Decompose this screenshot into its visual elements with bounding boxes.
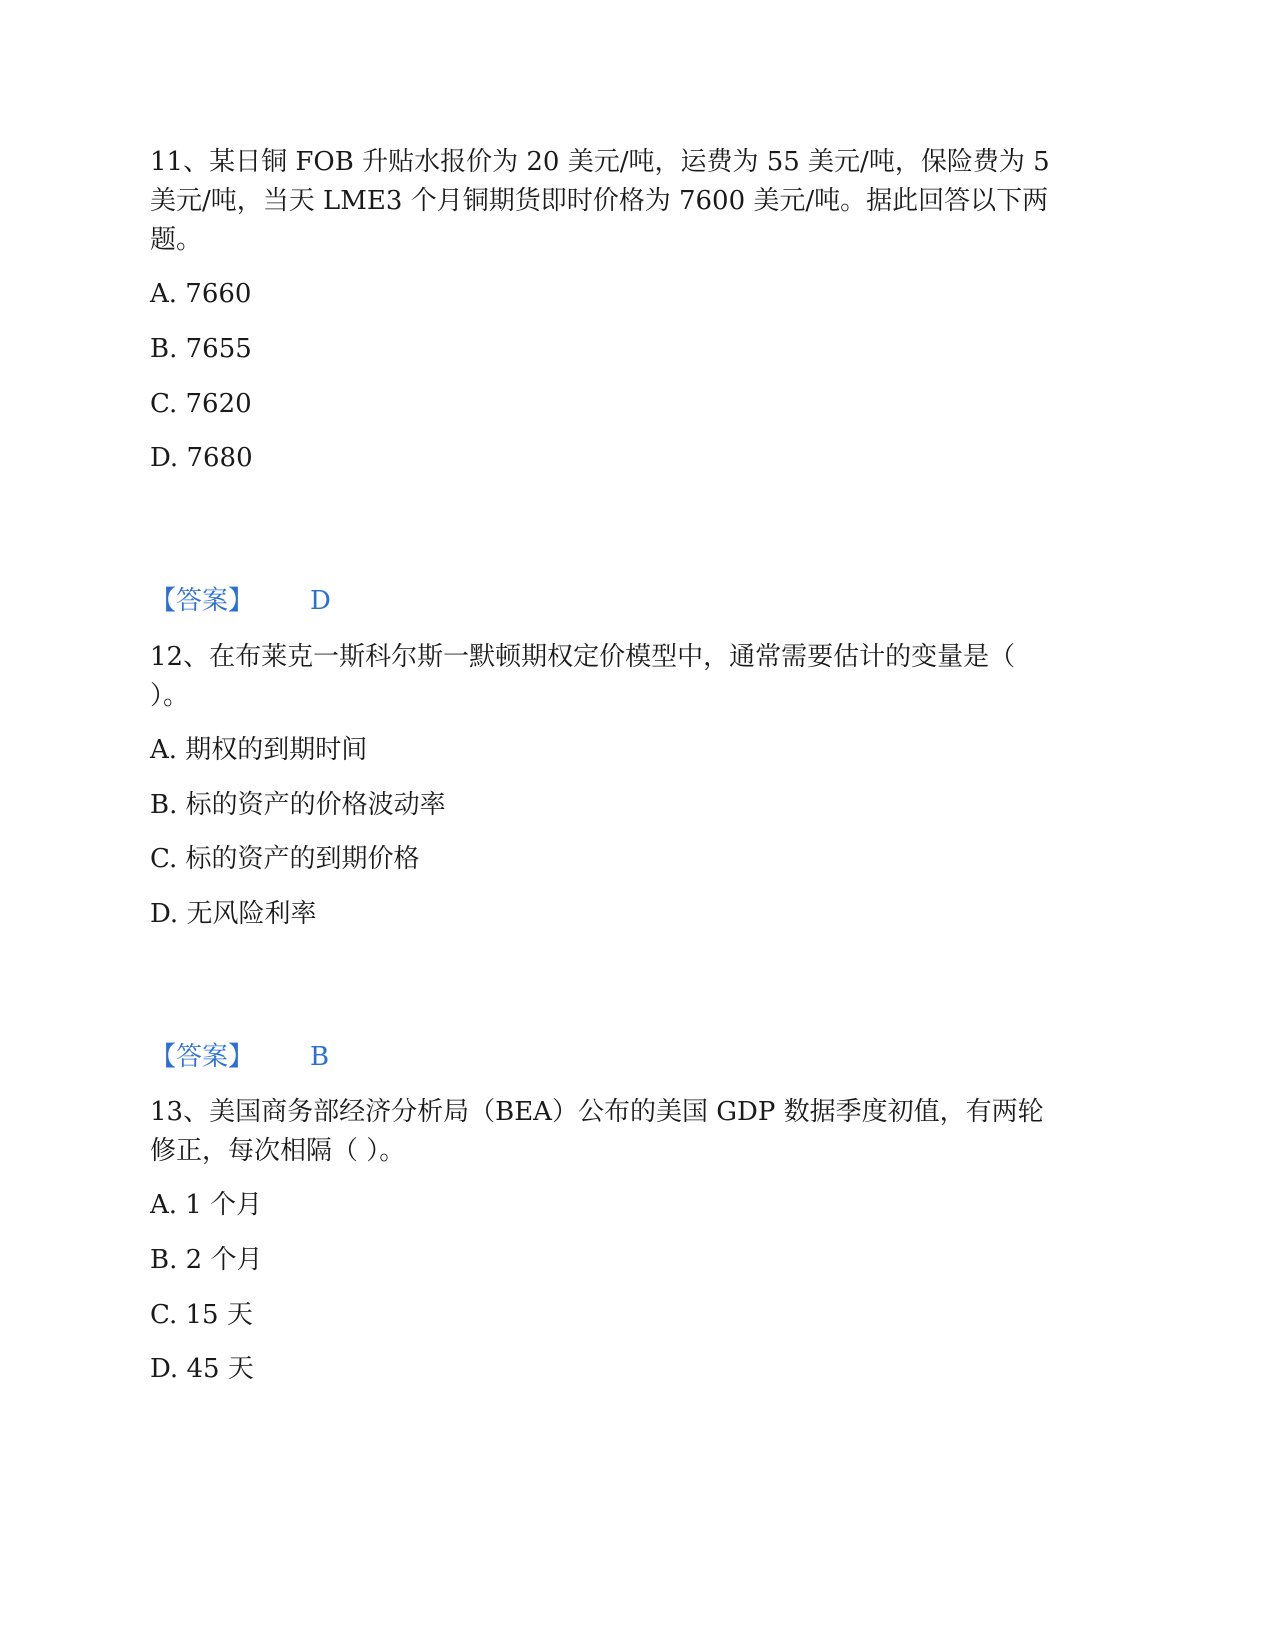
question-12-option-b: B. 标的资产的价格波动率 — [150, 790, 446, 820]
question-13-text-line-2: 修正，每次相隔（ ）。 — [150, 1136, 406, 1166]
question-11-option-c: C. 7620 — [150, 389, 252, 419]
question-12-option-a: A. 期权的到期时间 — [150, 735, 368, 765]
question-13-option-d: D. 45 天 — [150, 1354, 254, 1384]
question-11-option-d: D. 7680 — [150, 443, 253, 473]
question-12-option-c: C. 标的资产的到期价格 — [150, 844, 420, 874]
question-13-option-a: A. 1 个月 — [150, 1190, 263, 1220]
question-12-option-d: D. 无风险利率 — [150, 899, 317, 929]
question-12-answer — [150, 1038, 330, 1077]
question-12-text-line-2: ）。 — [150, 681, 190, 711]
question-13-text-line-1: 13、美国商务部经济分析局（BEA）公布的美国 GDP 数据季度初值，有两轮 — [150, 1097, 1044, 1127]
answer-label: 【答案】 — [150, 586, 255, 616]
question-13-option-c: C. 15 天 — [150, 1300, 253, 1330]
answer-value: B — [310, 1042, 330, 1072]
question-11-text-line-1: 11、某日铜 FOB 升贴水报价为 20 美元/吨，运费为 55 美元/吨，保险费为 5 — [150, 147, 1050, 177]
question-11-text-line-3: 题。 — [150, 225, 203, 255]
question-11-option-a: A. 7660 — [150, 279, 252, 309]
question-11-text-line-2: 美元/吨，当天 LME3 个月铜期货即时价格为 7600 美元/吨。据此回答以下两 — [150, 186, 1049, 216]
question-11-answer — [150, 582, 331, 621]
question-11-option-b: B. 7655 — [150, 334, 252, 364]
answer-value: D — [310, 586, 331, 616]
answer-label: 【答案】 — [150, 1042, 255, 1072]
question-13-option-b: B. 2 个月 — [150, 1245, 263, 1275]
question-12-text-line-1: 12、在布莱克一斯科尔斯一默顿期权定价模型中，通常需要估计的变量是（ — [150, 642, 1016, 672]
